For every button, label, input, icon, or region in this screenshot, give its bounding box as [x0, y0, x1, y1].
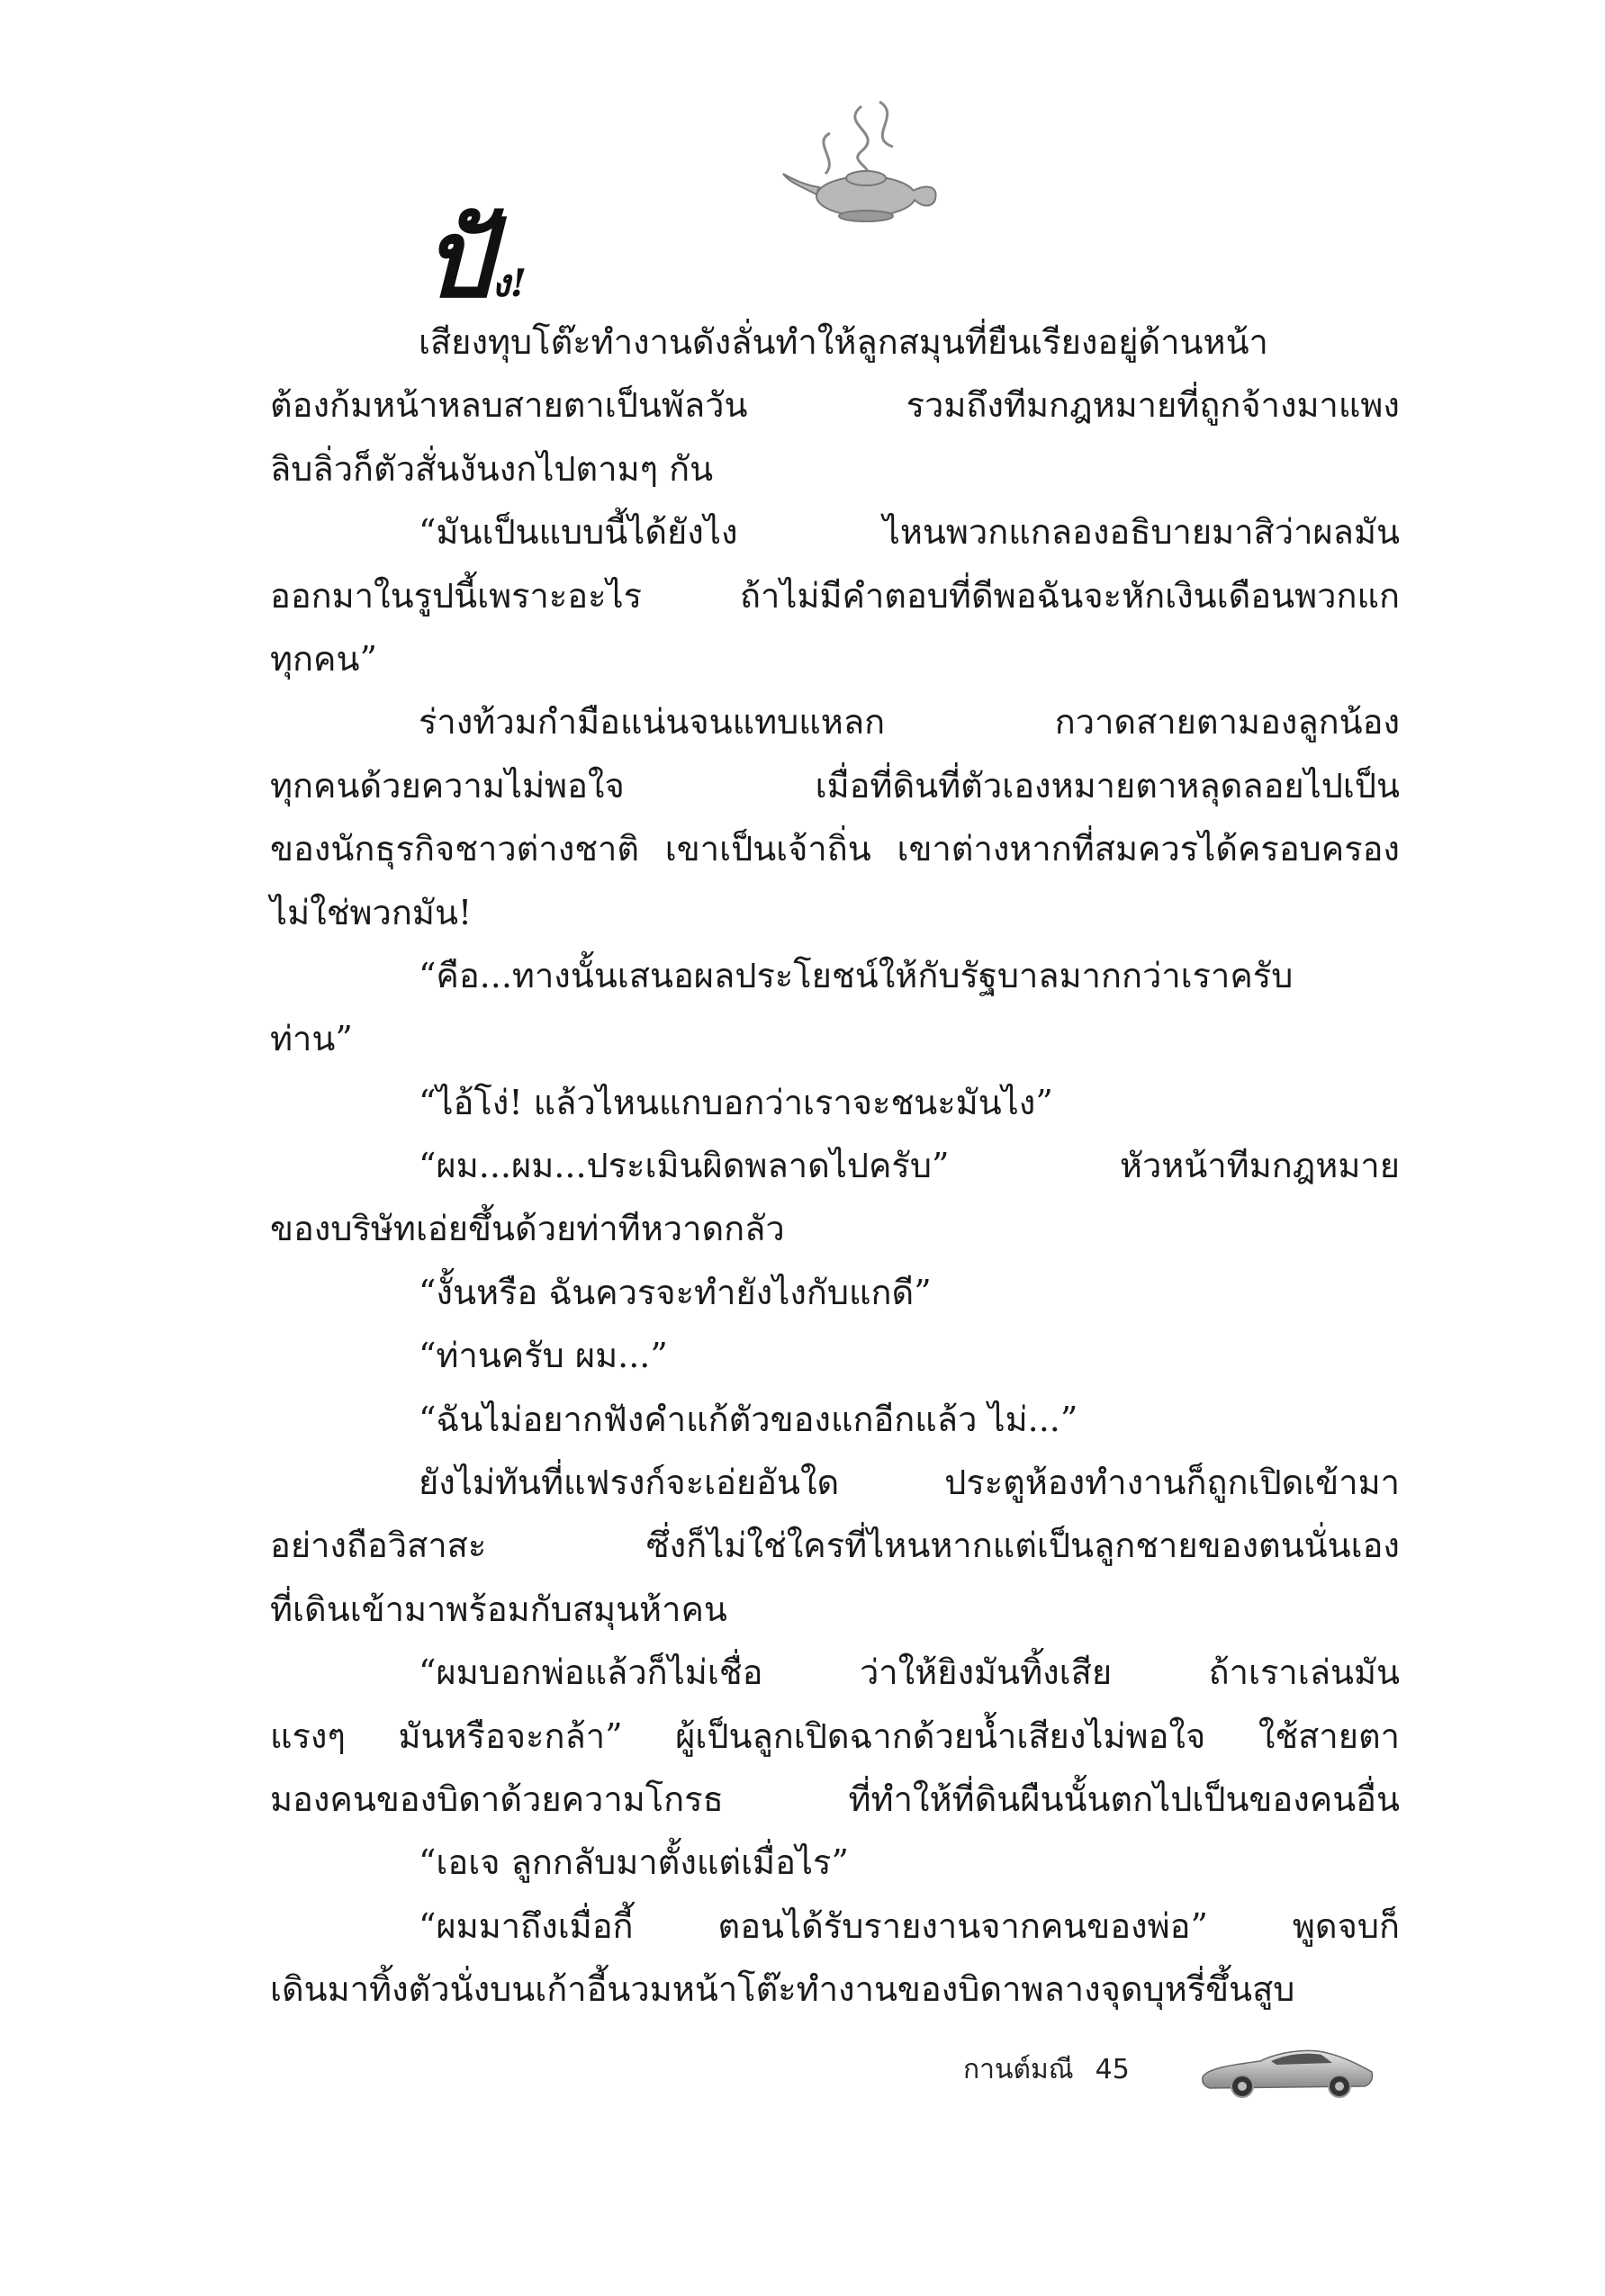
text-line: ยังไม่ทันที่แฟรงก์จะเอ่ยอันใด ประตูห้องทำงานก็ถูกเปิดเข้ามา	[419, 1463, 1400, 1503]
text-line: “คือ...ทางนั้นเสนอผลประโยชน์ให้กับรัฐบาลมากกว่าเราครับ	[419, 955, 1294, 995]
sports-car-icon	[1197, 2025, 1377, 2106]
text-line: ทุกคน”	[270, 638, 377, 679]
text-line: “งั้นหรือ ฉันควรจะทำยังไงกับแกดี”	[419, 1272, 932, 1312]
footer-author: กานต์มณี	[963, 2054, 1074, 2085]
text-line: เดินมาทิ้งตัวนั่งบนเก้าอี้นวมหน้าโต๊ะทำงานของบิดาพลางจุดบุหรี่ขึ้นสูบ	[270, 1969, 1295, 2010]
text-line: ท่าน”	[270, 1019, 353, 1059]
text-line: “ผมมาถึงเมื่อกี้ ตอนได้รับรายงานจากคนของพ่อ” พูดจบก็	[419, 1905, 1400, 1946]
text-line: “ฉันไม่อยากฟังคำแก้ตัวของแกอีกแล้ว ไม่...”	[419, 1399, 1078, 1439]
page-number: 45	[1095, 2054, 1130, 2085]
text-line: “ผม...ผม...ประเมินผิดพลาดไปครับ” หัวหน้าทีมกฎหมาย	[419, 1146, 1400, 1186]
teapot-ornament-icon	[776, 97, 956, 232]
text-line: ของบริษัทเอ่ยขึ้นด้วยท่าทีหวาดกลัว	[270, 1209, 785, 1249]
text-line: ไม่ใช่พวกมัน!	[270, 892, 473, 932]
text-line: อย่างถือวิสาสะ ซึ่งก็ไม่ใช่ใครที่ไหนหากแต่เป็นลูกชายของตนนั่นเอง	[270, 1526, 1400, 1566]
text-line: ร่างท้วมกำมือแน่นจนแทบแหลก กวาดสายตามองลูกน้อง	[419, 702, 1400, 743]
page-footer	[963, 2052, 1130, 2088]
text-line: เสียงทุบโต๊ะทำงานดังลั่นทำให้ลูกสมุนที่ยืนเรียงอยู่ด้านหน้า	[419, 322, 1268, 362]
text-line: ที่เดินเข้ามาพร้อมกับสมุนห้าคน	[270, 1589, 727, 1629]
text-line: “มันเป็นแบบนี้ได้ยังไง ไหนพวกแกลองอธิบายมาสิว่าผลมัน	[419, 512, 1400, 553]
body-text	[270, 311, 1400, 2021]
text-line: “ท่านครับ ผม...”	[419, 1336, 668, 1376]
text-line: “เอเจ ลูกกลับมาตั้งแต่เมื่อไร”	[419, 1842, 849, 1883]
text-line: ทุกคนด้วยความไม่พอใจ เมื่อที่ดินที่ตัวเองหมายตาหลุดลอยไปเป็น	[270, 765, 1400, 806]
text-line: ออกมาในรูปนี้เพราะอะไร ถ้าไม่มีคำตอบที่ดีพอฉันจะหักเงินเดือนพวกแก	[270, 575, 1400, 616]
text-line: แรงๆ มันหรือจะกล้า” ผู้เป็นลูกเปิดฉากด้วยน้ำเสียงไม่พอใจ ใช้สายตา	[270, 1715, 1400, 1756]
drop-cap-large: ปั	[423, 195, 492, 322]
text-line: “ไอ้โง่! แล้วไหนแกบอกว่าเราจะชนะมันไง”	[419, 1082, 1053, 1122]
text-line: “ผมบอกพ่อแล้วก็ไม่เชื่อ ว่าให้ยิงมันทิ้งเสีย ถ้าเราเล่นมัน	[419, 1652, 1400, 1693]
text-line: ลิบลิ่วก็ตัวสั่นงันงกไปตามๆ กัน	[270, 448, 714, 489]
text-line: ของนักธุรกิจชาวต่างชาติ เขาเป็นเจ้าถิ่น เขาต่างหากที่สมควรได้ครอบครอง	[270, 829, 1400, 869]
drop-cap-small: ง!	[491, 261, 527, 305]
text-line: ต้องก้มหน้าหลบสายตาเป็นพัลวัน รวมถึงทีมกฎหมายที่ถูกจ้างมาแพง	[270, 385, 1400, 426]
text-line: มองคนของบิดาด้วยความโกรธ ที่ทำให้ที่ดินผืนนั้นตกไปเป็นของคนอื่น	[270, 1778, 1400, 1819]
